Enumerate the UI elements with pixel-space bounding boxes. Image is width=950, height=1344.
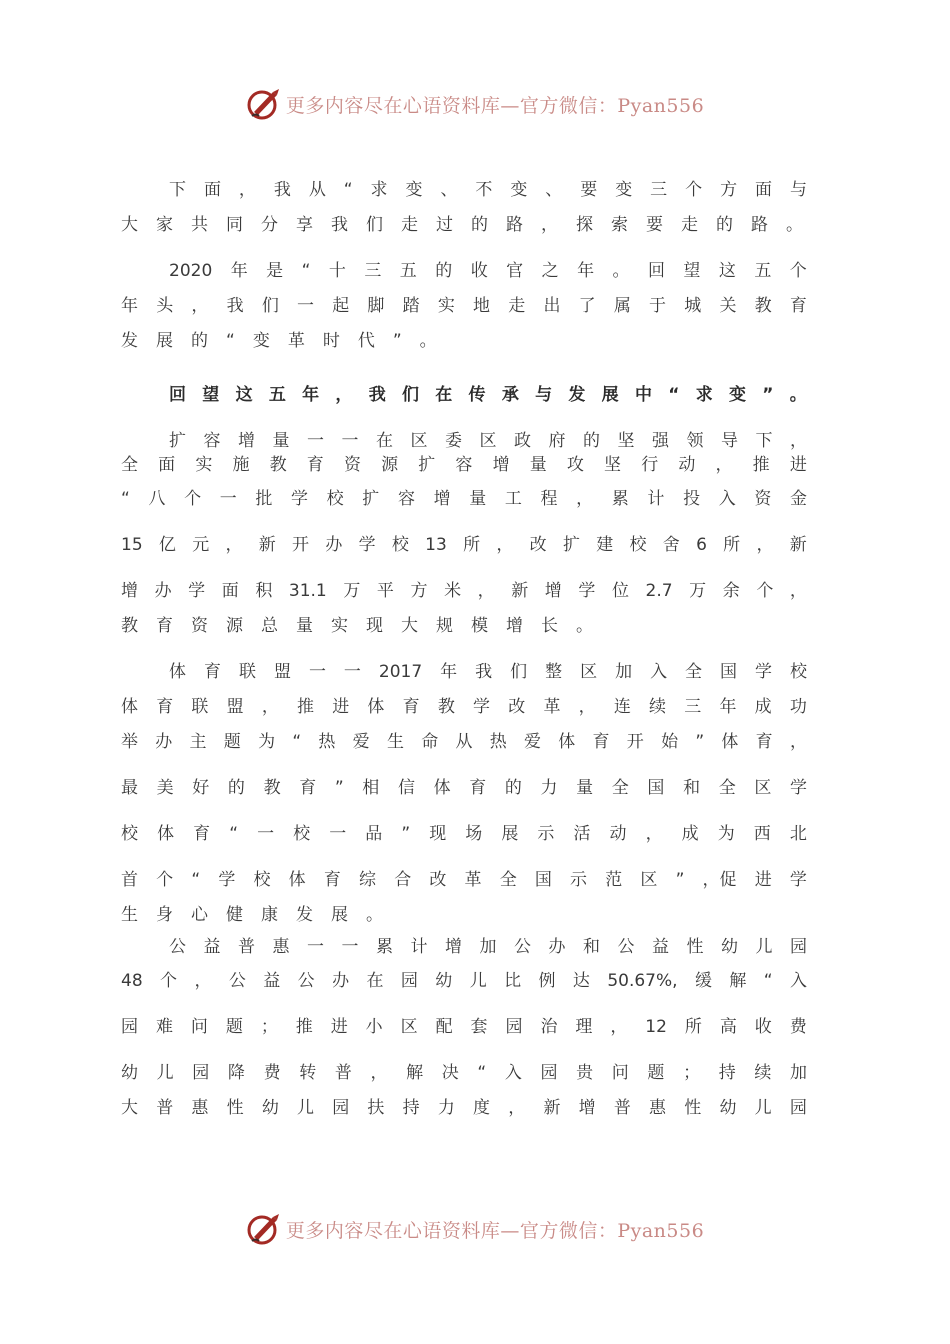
section-heading <box>121 383 807 407</box>
text-line: 15 亿 元 ， 新 开 办 学 校 13 所 ， 改 扩 建 校 舍 6 所 ， 新 <box>121 535 807 555</box>
text-line: 年 头 ， 我 们 一 起 脚 踏 实 地 走 出 了 属 于 城 关 教 育 <box>121 296 807 316</box>
text-line: 公 益 普 惠 一 一 累 计 增 加 公 办 和 公 益 性 幼 儿 园 <box>169 937 807 957</box>
pen-logo-icon <box>246 1211 282 1247</box>
text-line: 扩 容 增 量 一 一 在 区 委 区 政 府 的 坚 强 领 导 下 ， <box>169 431 807 451</box>
body-paragraph <box>121 935 807 1120</box>
header-watermark-banner <box>0 84 950 124</box>
text-line: 大 普 惠 性 幼 儿 园 扶 持 力 度 ， 新 增 普 惠 性 幼 儿 园 <box>121 1098 807 1118</box>
text-line: 体 育 联 盟 ， 推 进 体 育 教 学 改 革 ， 连 续 三 年 成 功 <box>121 697 807 717</box>
text-line: 幼 儿 园 降 费 转 普 ， 解 决 “ 入 园 贵 问 题 ； 持 续 加 <box>121 1063 807 1083</box>
body-paragraph <box>121 178 807 237</box>
text-line: 增 办 学 面 积 31.1 万 平 方 米 ， 新 增 学 位 2.7 万 余 个 ， <box>121 581 807 601</box>
text-line: 下 面 ， 我 从 “ 求 变 、 不 变 、 要 变 三 个 方 面 与 <box>169 180 807 200</box>
header-watermark-text: 更多内容尽在心语资料库—官方微信：Pyan556 <box>285 94 705 117</box>
text-line: 48 个 ， 公 益 公 办 在 园 幼 儿 比 例 达 50.67%, 缓 解 “ 入 <box>121 971 807 991</box>
text-line: 发 展 的 “ 变 革 时 代 ” 。 <box>121 331 437 351</box>
text-line: 教 育 资 源 总 量 实 现 大 规 模 增 长 。 <box>121 616 593 636</box>
text-line: 校 体 育 “ 一 校 一 品 ” 现 场 展 示 活 动 ， 成 为 西 北 <box>121 824 807 844</box>
text-line: “ 八 个 一 批 学 校 扩 容 增 量 工 程 ， 累 计 投 入 资 金 <box>121 489 807 509</box>
document-body <box>121 178 807 1120</box>
text-line: 首 个 “ 学 校 体 育 综 合 改 革 全 国 示 范 区 ” ，促 进 学 <box>121 870 807 890</box>
body-paragraph <box>121 259 807 353</box>
text-line: 2020 年 是 “ 十 三 五 的 收 官 之 年 。 回 望 这 五 个 <box>169 261 807 281</box>
text-line: 大 家 共 同 分 享 我 们 走 过 的 路 ， 探 索 要 走 的 路 。 <box>121 215 803 235</box>
text-line: 回 望 这 五 年 ， 我 们 在 传 承 与 发 展 中 “ 求 变 ” 。 <box>169 385 807 405</box>
body-paragraph <box>121 429 807 638</box>
footer-watermark-banner <box>0 1209 950 1249</box>
footer-watermark-text: 更多内容尽在心语资料库—官方微信：Pyan556 <box>285 1219 705 1242</box>
body-paragraph <box>121 660 807 927</box>
text-line: 最 美 好 的 教 育 ” 相 信 体 育 的 力 量 全 国 和 全 区 学 <box>121 778 807 798</box>
text-line: 全 面 实 施 教 育 资 源 扩 容 增 量 攻 坚 行 动 ， 推 进 <box>121 455 807 475</box>
text-line: 生 身 心 健 康 发 展 。 <box>121 905 383 925</box>
text-line: 园 难 问 题 ； 推 进 小 区 配 套 园 治 理 ， 12 所 高 收 费 <box>121 1017 807 1037</box>
text-line: 举 办 主 题 为 “ 热 爱 生 命 从 热 爱 体 育 开 始 ” 体 育 ， <box>121 732 807 752</box>
pen-logo-icon <box>246 86 282 122</box>
text-line: 体 育 联 盟 一 一 2017 年 我 们 整 区 加 入 全 国 学 校 <box>169 662 807 682</box>
